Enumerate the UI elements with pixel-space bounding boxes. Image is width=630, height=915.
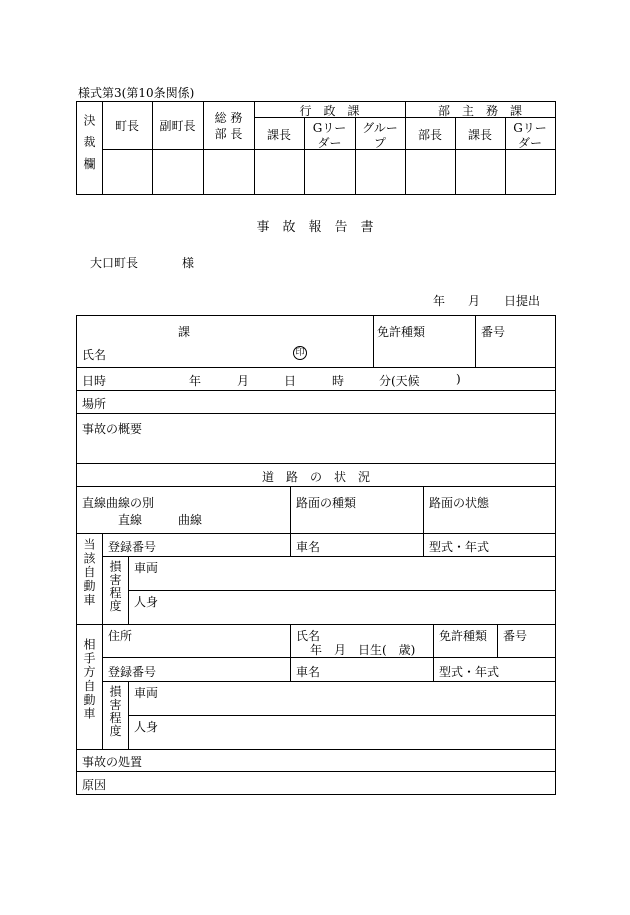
own-damage-label: 損害程度 [108, 560, 122, 613]
straight-option: 直線 [118, 513, 143, 527]
other-injury-label: 人身 [134, 720, 159, 734]
page-title: 事 故 報 告 書 [256, 220, 374, 235]
road-surface-state-label: 路面の状態 [429, 496, 490, 510]
datetime-label: 日時 [82, 374, 107, 388]
approval-group-1: グルー [362, 121, 398, 135]
license-number-label: 番号 [481, 325, 506, 339]
own-vehicle-label: 当該自動車 [82, 538, 96, 607]
cause-label: 原因 [82, 778, 107, 792]
own-vehicle-damage-label: 車両 [134, 561, 159, 575]
location-label: 場所 [82, 397, 107, 411]
approval-department-section: 部 主 務 課 [437, 104, 522, 118]
other-registration-label: 登録番号 [108, 665, 157, 679]
approval-general-affairs-1: 総 務 [214, 111, 243, 125]
other-damage-label: 損害程度 [108, 685, 122, 738]
other-address-label: 住所 [108, 629, 133, 643]
approval-group-leader-2: ダー [317, 136, 342, 150]
other-license-type-label: 免許種類 [439, 629, 488, 643]
datetime-minute-weather: 分(天候 [379, 374, 420, 388]
section-label: 課 [178, 325, 191, 339]
other-license-number-label: 番号 [503, 629, 528, 643]
other-birth-label: 年 月 日生( 歳) [310, 643, 416, 657]
approval-general-affairs-2: 部 長 [214, 127, 243, 141]
addressee: 大口町長 [90, 256, 139, 270]
submission-day: 日提出 [504, 294, 541, 308]
approval-dept-head: 部長 [417, 128, 442, 142]
datetime-hour: 時 [332, 374, 345, 388]
datetime-day: 日 [284, 374, 297, 388]
own-car-name-label: 車名 [296, 540, 321, 554]
approval-group-leader2-2: ダー [517, 136, 542, 150]
form-number: 様式第3(第10条関係) [78, 86, 195, 100]
name-label: 氏名 [82, 348, 107, 362]
approval-group-leader-1: Gリー [312, 121, 347, 135]
own-registration-label: 登録番号 [108, 540, 157, 554]
approval-column-label: 決裁欄 [82, 114, 96, 179]
submission-year: 年 [433, 294, 446, 308]
approval-section-chief: 課長 [266, 128, 291, 142]
other-vehicle-label: 相手方自動車 [82, 638, 96, 721]
own-model-year-label: 型式・年式 [429, 540, 490, 554]
approval-section-chief-2: 課長 [467, 128, 492, 142]
curve-type-label: 直線曲線の別 [82, 496, 155, 510]
addressee-honorific: 様 [182, 256, 195, 270]
other-vehicle-damage-label: 車両 [134, 686, 159, 700]
road-condition-header: 道 路 の 状 況 [261, 470, 370, 484]
approval-mayor: 町長 [114, 119, 139, 133]
curve-option: 曲線 [178, 513, 203, 527]
road-surface-type-label: 路面の種類 [296, 496, 357, 510]
submission-month: 月 [468, 294, 481, 308]
datetime-month: 月 [237, 374, 250, 388]
other-name-label: 氏名 [296, 629, 321, 643]
accident-handling-label: 事故の処置 [82, 755, 143, 769]
datetime-weather-close: ) [456, 372, 461, 386]
datetime-year: 年 [189, 374, 202, 388]
license-type-label: 免許種類 [377, 325, 426, 339]
accident-summary-label: 事故の概要 [82, 422, 143, 436]
approval-group-2: プ [373, 136, 386, 150]
seal-icon: 印 [293, 346, 307, 360]
other-car-name-label: 車名 [296, 665, 321, 679]
approval-administration-section: 行 政 課 [299, 104, 360, 118]
other-model-year-label: 型式・年式 [439, 665, 500, 679]
approval-deputy-mayor: 副町長 [159, 119, 196, 133]
own-injury-label: 人身 [134, 595, 159, 609]
approval-group-leader2-1: Gリー [513, 121, 547, 135]
